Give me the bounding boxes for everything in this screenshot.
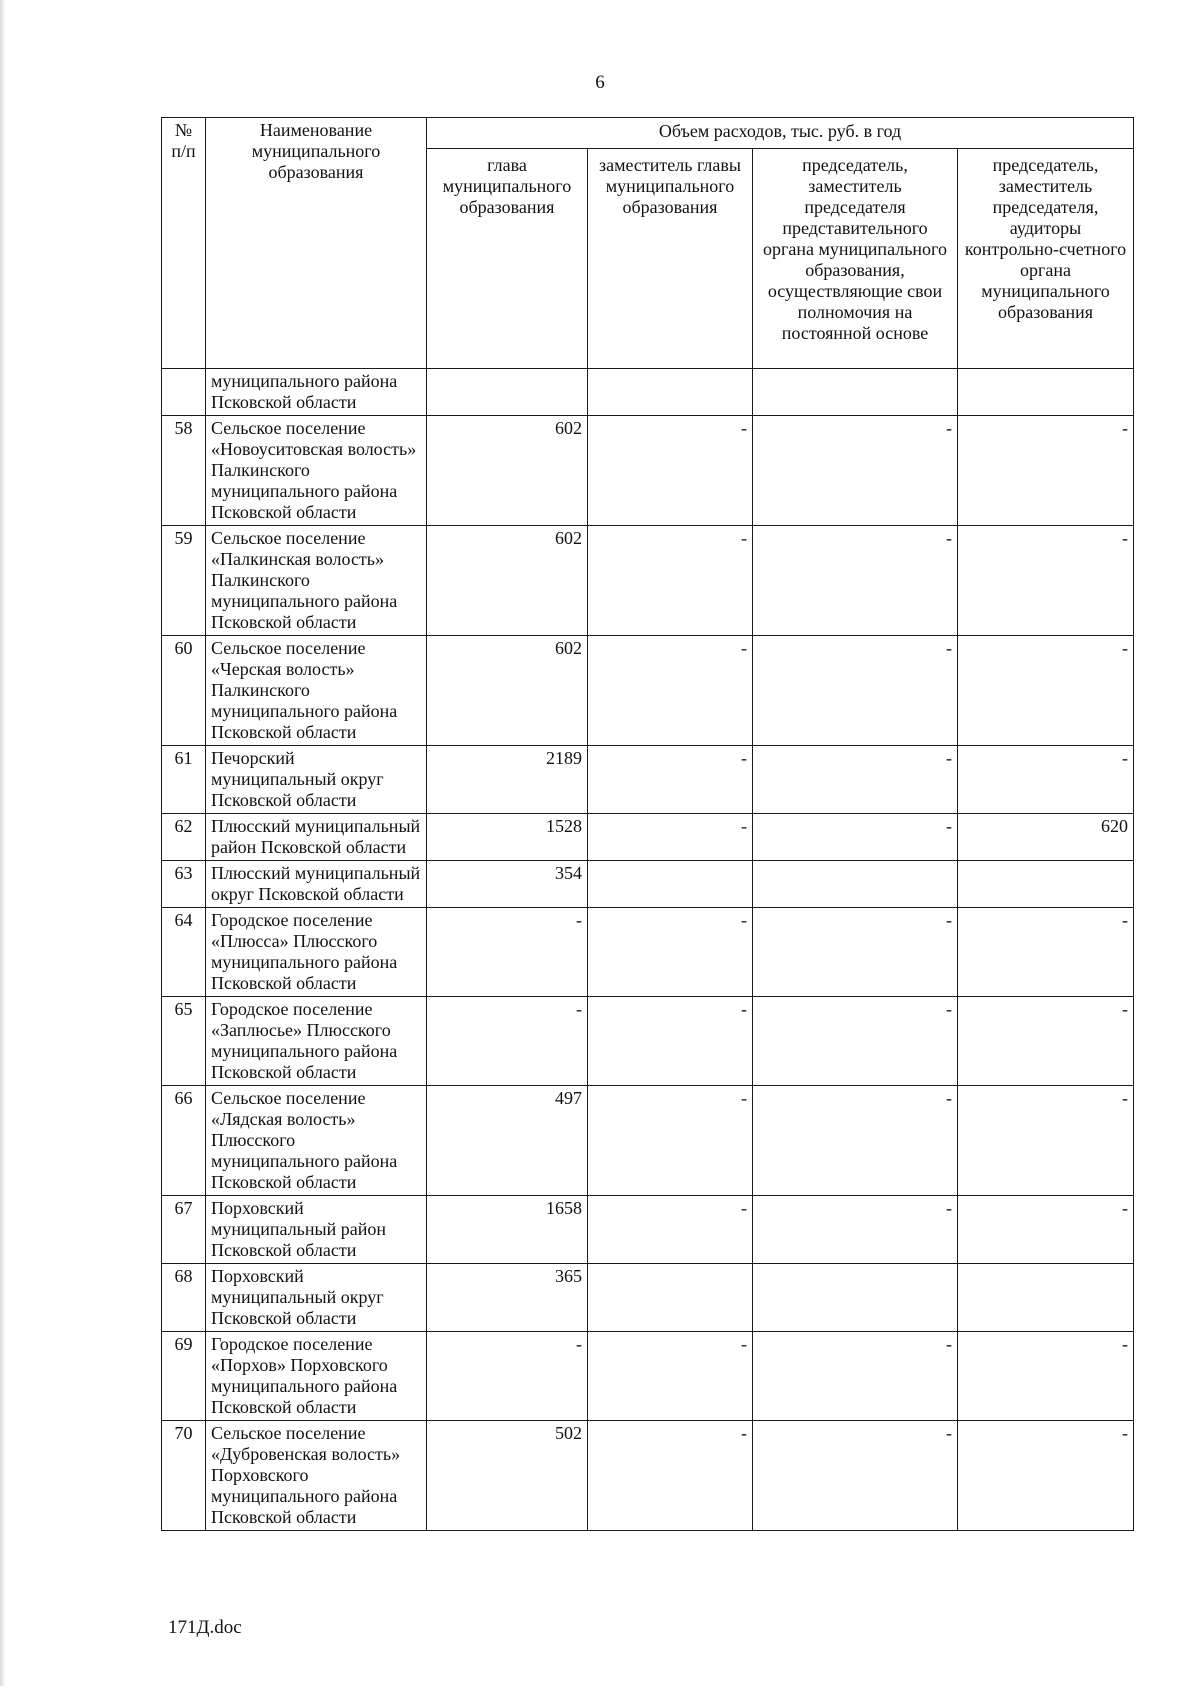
row-name: Плюсский муниципальный округ Псковской области	[206, 861, 427, 908]
row-num: 62	[162, 814, 206, 861]
header-col-council-chair: председатель, заместитель председателя представительного органа муниципального образования, осуществляющие свои полномочия на постоянной основе	[753, 149, 958, 369]
row-deputy-value	[588, 369, 753, 416]
row-head-value: -	[427, 1332, 588, 1421]
row-head-value: 1528	[427, 814, 588, 861]
table-row	[162, 908, 1134, 997]
row-num	[162, 369, 206, 416]
row-audit-value: -	[958, 1196, 1134, 1264]
row-audit-value: -	[958, 1421, 1134, 1531]
table-row	[162, 416, 1134, 526]
row-deputy-value: -	[588, 908, 753, 997]
scan-edge	[0, 0, 6, 1686]
row-num: 60	[162, 636, 206, 746]
row-audit-value: -	[958, 416, 1134, 526]
row-deputy-value: -	[588, 1421, 753, 1531]
row-deputy-value: -	[588, 1332, 753, 1421]
row-num: 63	[162, 861, 206, 908]
row-council-value	[753, 369, 958, 416]
row-audit-value	[958, 861, 1134, 908]
table-row	[162, 1332, 1134, 1421]
row-audit-value: -	[958, 997, 1134, 1086]
row-council-value: -	[753, 636, 958, 746]
row-council-value: -	[753, 997, 958, 1086]
table-row	[162, 1264, 1134, 1332]
row-head-value: 502	[427, 1421, 588, 1531]
table-row	[162, 861, 1134, 908]
row-name: Сельское поселение «Палкинская волость» Палкинского муниципального района Псковской области	[206, 526, 427, 636]
row-name: муниципального района Псковской области	[206, 369, 427, 416]
row-council-value: -	[753, 814, 958, 861]
row-council-value: -	[753, 1086, 958, 1196]
row-audit-value: -	[958, 1332, 1134, 1421]
row-deputy-value: -	[588, 746, 753, 814]
table-row	[162, 526, 1134, 636]
row-num: 67	[162, 1196, 206, 1264]
row-head-value: -	[427, 997, 588, 1086]
row-deputy-value	[588, 861, 753, 908]
row-name: Сельское поселение «Черская волость» Палкинского муниципального района Псковской области	[206, 636, 427, 746]
row-num: 61	[162, 746, 206, 814]
row-audit-value: -	[958, 636, 1134, 746]
row-audit-value: -	[958, 1086, 1134, 1196]
row-council-value: -	[753, 1332, 958, 1421]
row-deputy-value: -	[588, 636, 753, 746]
header-group: Объем расходов, тыс. руб. в год	[427, 118, 1134, 149]
row-head-value: 497	[427, 1086, 588, 1196]
header-col-head: глава муниципального образования	[427, 149, 588, 369]
page-number: 6	[595, 72, 605, 93]
row-head-value: 1658	[427, 1196, 588, 1264]
row-head-value	[427, 369, 588, 416]
row-deputy-value: -	[588, 1196, 753, 1264]
row-num: 70	[162, 1421, 206, 1531]
table-row	[162, 1421, 1134, 1531]
table-row	[162, 814, 1134, 861]
row-head-value: 602	[427, 416, 588, 526]
row-name: Сельское поселение «Новоуситовская волость» Палкинского муниципального района Псковской области	[206, 416, 427, 526]
row-deputy-value	[588, 1264, 753, 1332]
row-num: 58	[162, 416, 206, 526]
row-num: 65	[162, 997, 206, 1086]
table-row	[162, 636, 1134, 746]
row-audit-value: 620	[958, 814, 1134, 861]
row-deputy-value: -	[588, 814, 753, 861]
row-name: Сельское поселение «Дубровенская волость» Порховского муниципального района Псковской области	[206, 1421, 427, 1531]
row-council-value	[753, 1264, 958, 1332]
row-council-value: -	[753, 908, 958, 997]
row-num: 64	[162, 908, 206, 997]
table-row	[162, 997, 1134, 1086]
row-audit-value: -	[958, 908, 1134, 997]
header-name: Наименование муниципального образования	[206, 118, 427, 369]
document-filename: 171Д.doc	[168, 1617, 242, 1638]
row-council-value: -	[753, 526, 958, 636]
row-name: Городское поселение «Порхов» Порховского муниципального района Псковской области	[206, 1332, 427, 1421]
row-name: Порховский муниципальный округ Псковской области	[206, 1264, 427, 1332]
row-head-value: 365	[427, 1264, 588, 1332]
row-council-value	[753, 861, 958, 908]
row-deputy-value: -	[588, 416, 753, 526]
row-head-value: 602	[427, 636, 588, 746]
row-name: Городское поселение «Плюсса» Плюсского муниципального района Псковской области	[206, 908, 427, 997]
row-name: Порховский муниципальный район Псковской области	[206, 1196, 427, 1264]
row-name: Печорский муниципальный округ Псковской области	[206, 746, 427, 814]
row-council-value: -	[753, 746, 958, 814]
table-row	[162, 746, 1134, 814]
row-head-value: 2189	[427, 746, 588, 814]
row-audit-value	[958, 1264, 1134, 1332]
row-name: Плюсский муниципальный район Псковской области	[206, 814, 427, 861]
row-name: Сельское поселение «Лядская волость» Плюсского муниципального района Псковской области	[206, 1086, 427, 1196]
table-row	[162, 1196, 1134, 1264]
row-deputy-value: -	[588, 997, 753, 1086]
header-num: № п/п	[162, 118, 206, 369]
row-audit-value: -	[958, 526, 1134, 636]
row-num: 68	[162, 1264, 206, 1332]
table-header-row-1	[162, 118, 1134, 149]
row-deputy-value: -	[588, 526, 753, 636]
row-head-value: -	[427, 908, 588, 997]
row-deputy-value: -	[588, 1086, 753, 1196]
row-head-value: 602	[427, 526, 588, 636]
row-num: 69	[162, 1332, 206, 1421]
row-council-value: -	[753, 1196, 958, 1264]
header-col-deputy: заместитель главы муниципального образования	[588, 149, 753, 369]
row-num: 66	[162, 1086, 206, 1196]
row-council-value: -	[753, 1421, 958, 1531]
row-council-value: -	[753, 416, 958, 526]
row-audit-value: -	[958, 746, 1134, 814]
header-col-audit-chair: председатель, заместитель председателя, аудиторы контрольно-счетного органа муниципального образования	[958, 149, 1134, 369]
row-audit-value	[958, 369, 1134, 416]
row-name: Городское поселение «Заплюсье» Плюсского муниципального района Псковской области	[206, 997, 427, 1086]
table-row	[162, 1086, 1134, 1196]
row-num: 59	[162, 526, 206, 636]
row-head-value: 354	[427, 861, 588, 908]
expenses-table	[161, 117, 1134, 1531]
table-row	[162, 369, 1134, 416]
